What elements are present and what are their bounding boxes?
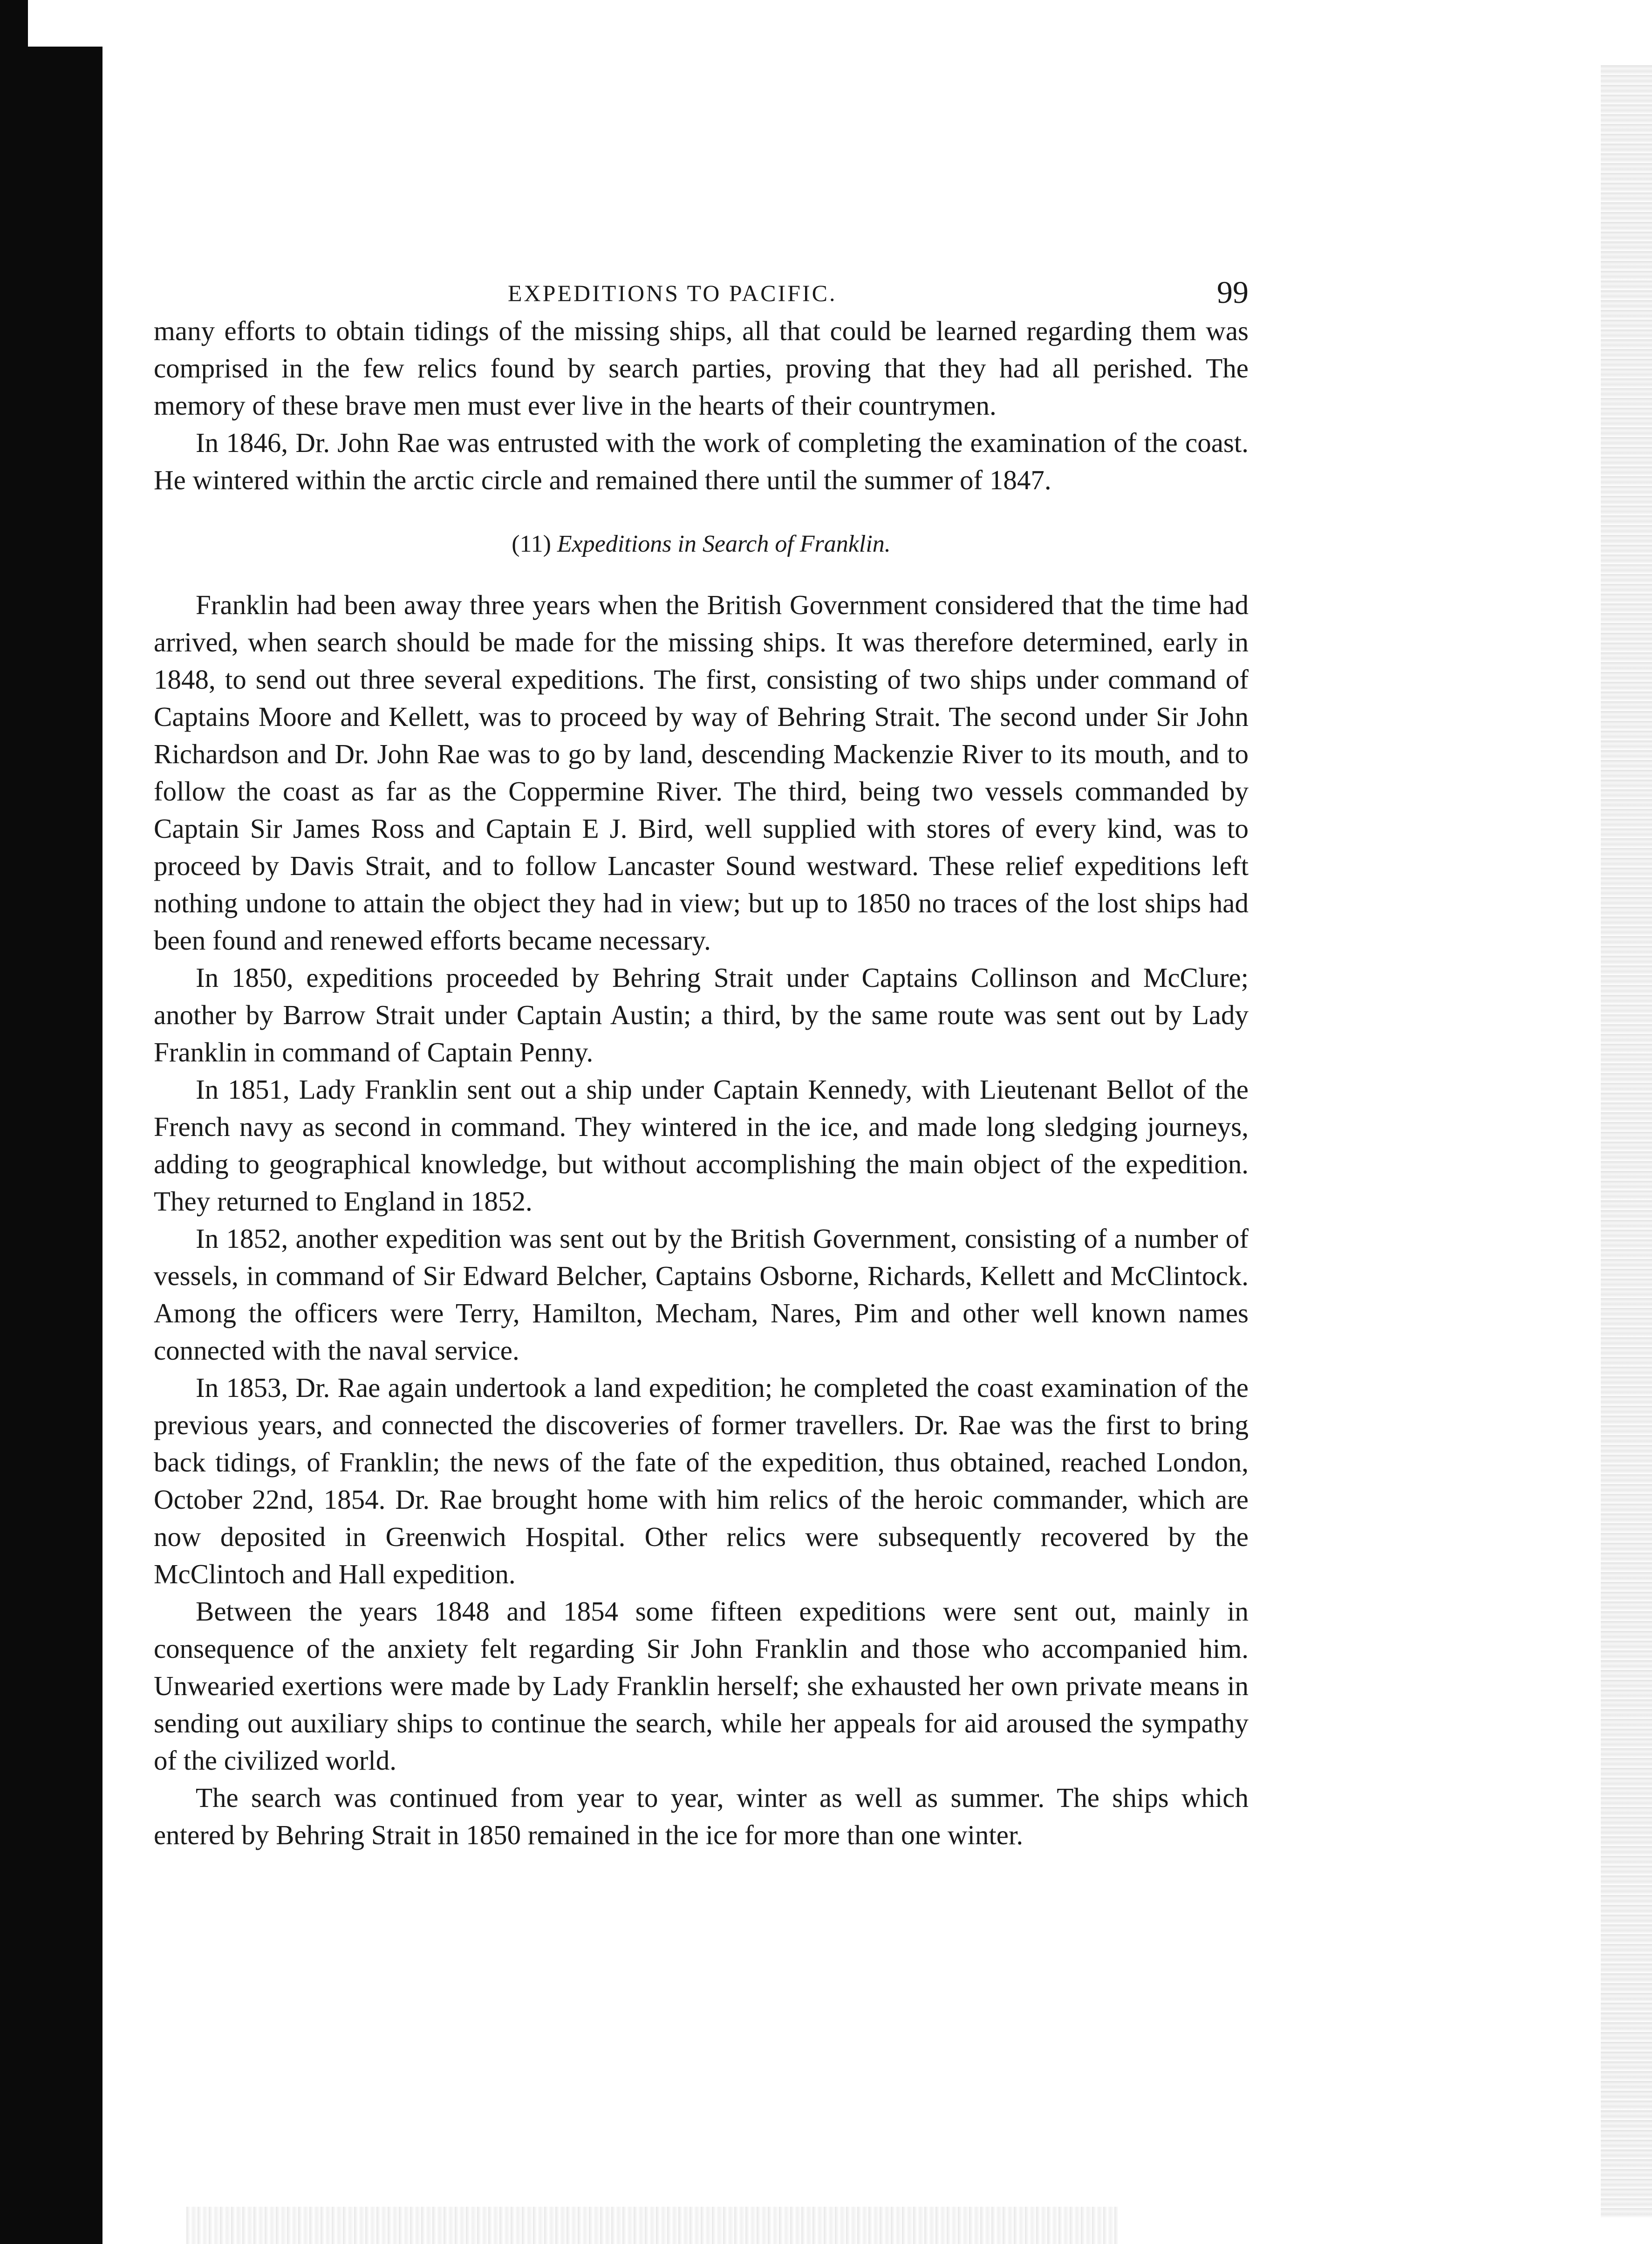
book-page: [154, 261, 1249, 1854]
paragraph-1853-expedition: In 1853, Dr. Rae again undertook a land expedition; he completed the coast examination of the previous years, and connected the discoveries of former travellers. Dr. Rae was the first to bring back tidings, of Franklin; the news of the fate of the expedition, thus obtained, reached London, October 22nd, 1854. Dr. Rae brought home with him relics of the heroic commander, which are now deposited in Greenwich Hospital. Other relics were subsequently recovered by the McClintoch and Hall expedition.: [154, 1372, 1249, 1589]
paragraph-fifteen-expeditions: Between the years 1848 and 1854 some fifteen expeditions were sent out, mainly in consequence of the anxiety felt regarding Sir John Franklin and those who accompanied him. Unwearied exertions were made by Lady Franklin herself; she exhausted her own private means in sending out auxiliary ships to continue the search, while her appeals for aid aroused the sympathy of the civilized world.: [154, 1596, 1249, 1776]
scan-binding-shadow: [0, 47, 102, 2244]
paragraph-1850-expeditions: In 1850, expeditions proceeded by Behring Strait under Captains Collinson and McClure; another by Barrow Strait under Captain Austin; a third, by the same route was sent out by Lady Franklin in command of Captain Penny.: [154, 962, 1249, 1067]
paragraph-continued: many efforts to obtain tidings of the missing ships, all that could be learned regarding them was comprised in the few relics found by search parties, proving that they had all perished. The memory of these brave men must ever live in the hearts of their countrymen.: [154, 315, 1249, 421]
section-number: (11): [512, 531, 551, 557]
scan-speckle-bottom: [186, 2207, 1118, 2244]
section-heading: [154, 526, 1249, 563]
paragraph-rae-1846: In 1846, Dr. John Rae was entrusted with the work of completing the examination of the coast. He wintered within the arctic circle and remained there until the summer of 1847.: [154, 427, 1249, 495]
scan-speckle-right: [1601, 65, 1652, 2218]
running-head-title: EXPEDITIONS TO PACIFIC.: [508, 280, 837, 306]
section-title: Expeditions in Search of Franklin.: [557, 531, 891, 557]
running-head: [154, 261, 1249, 312]
paragraph-1851-expedition: In 1851, Lady Franklin sent out a ship under Captain Kennedy, with Lieutenant Bellot of the French navy as second in command. They wintered in the ice, and made long sledging journeys, adding to geographical knowledge, but without accomplishing the main object of the expedition. They returned to England in 1852.: [154, 1074, 1249, 1217]
paragraph-search-continued: The search was continued from year to year, winter as well as summer. The ships which entered by Behring Strait in 1850 remained in the ice for more than one winter.: [154, 1782, 1249, 1850]
paragraph-1848-expeditions: Franklin had been away three years when the British Government considered that the time had arrived, when search should be made for the missing ships. It was therefore determined, early in 1848, to send out three several expeditions. The first, consisting of two ships under command of Captains Moore and Kellett, was to proceed by way of Behring Strait. The second under Sir John Richardson and Dr. John Rae was to go by land, descending Mackenzie River to its mouth, and to follow the coast as far as the Coppermine River. The third, being two vessels commanded by Captain Sir James Ross and Captain E J. Bird, well supplied with stores of every kind, was to proceed by Davis Strait, and to follow Lancaster Sound westward. These relief expeditions left nothing undone to attain the object they had in view; but up to 1850 no traces of the lost ships had been found and renewed efforts became necessary.: [154, 589, 1249, 956]
page-number: 99: [1217, 274, 1249, 310]
paragraph-1852-expedition: In 1852, another expedition was sent out by the British Government, consisting of a number of vessels, in command of Sir Edward Belcher, Captains Osborne, Richards, Kellett and McClintock. Among the officers were Terry, Hamilton, Mecham, Nares, Pim and other well known names connected with the naval service.: [154, 1223, 1249, 1366]
binding-edge-top: [0, 0, 28, 51]
